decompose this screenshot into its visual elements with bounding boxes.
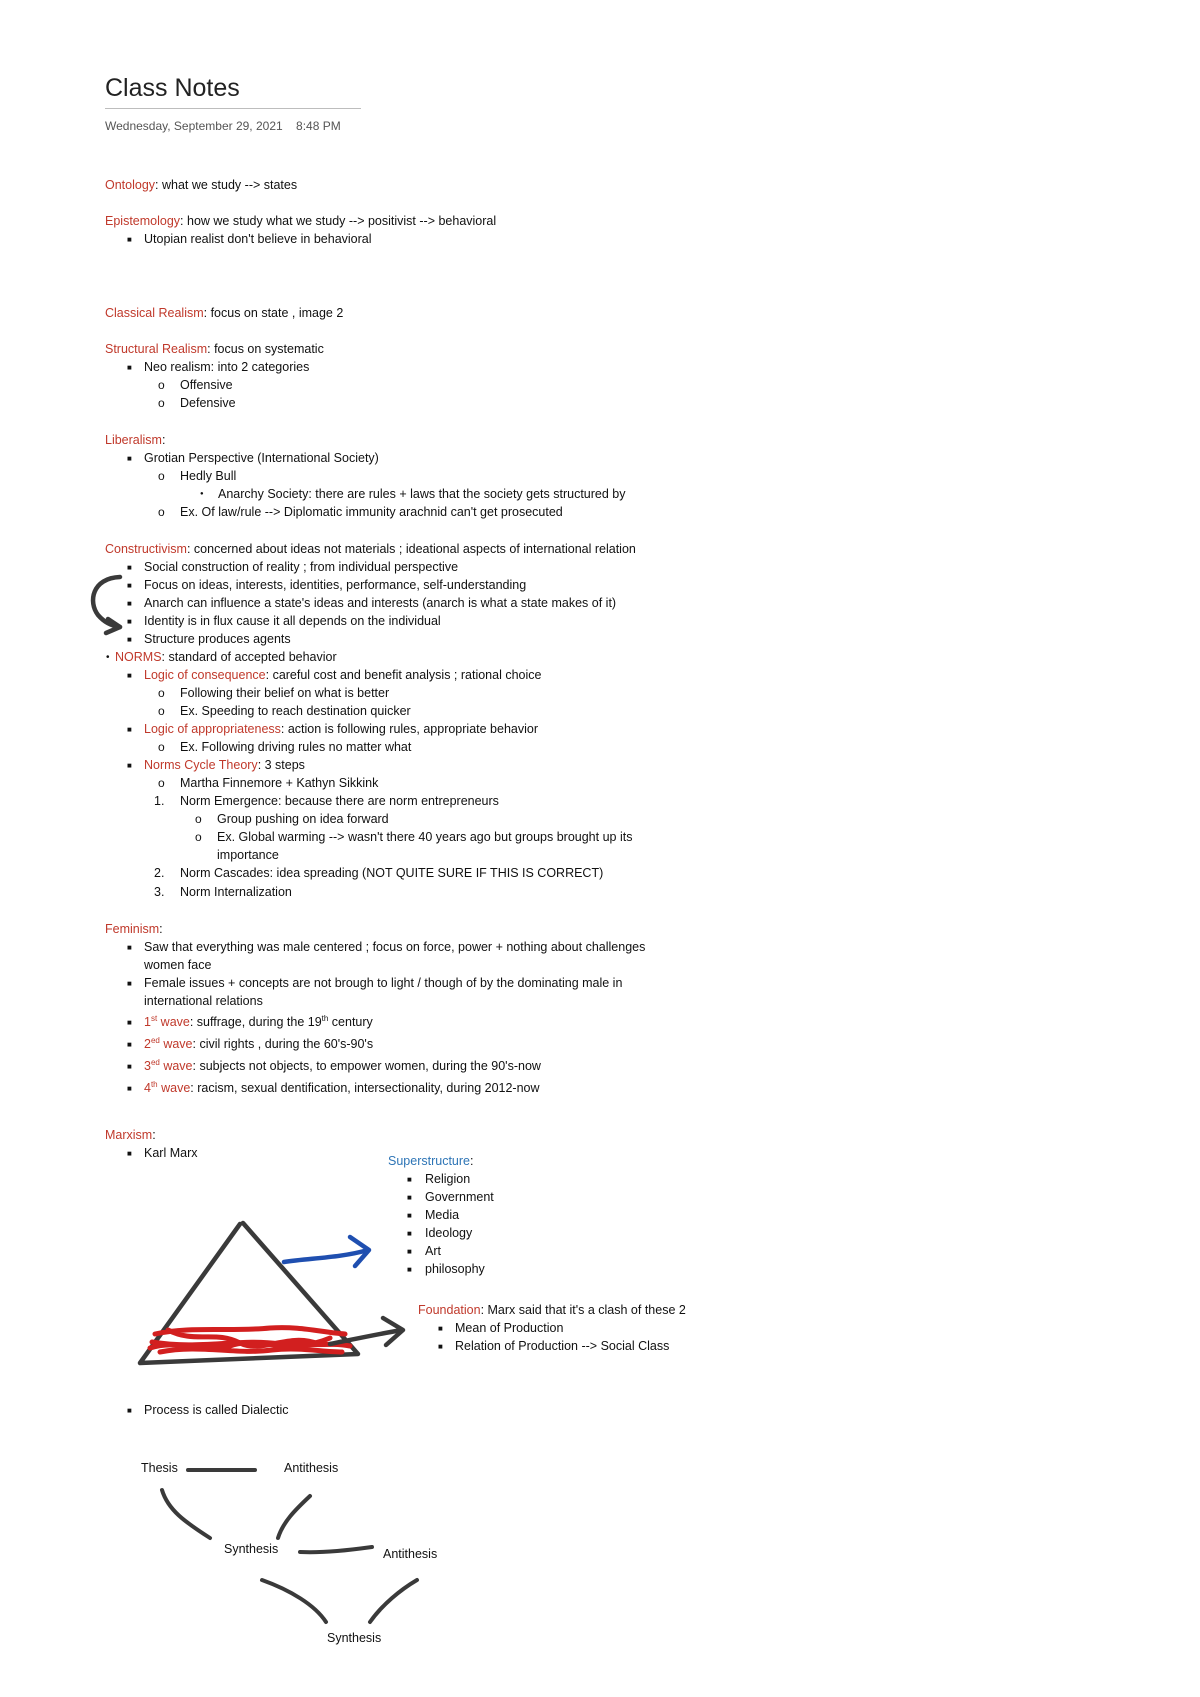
marxism-text: : [152, 1128, 156, 1142]
list-item: philosophy [425, 1262, 485, 1276]
list-item: Martha Finnemore + Kathyn Sikkink [180, 776, 379, 790]
bullet-marker: ■ [127, 1406, 132, 1415]
list-item: Neo realism: into 2 categories [144, 360, 310, 374]
bullet-marker: ■ [127, 599, 132, 608]
ontology-term: Ontology [105, 178, 156, 192]
list-item: Hedly Bull [180, 469, 237, 483]
diagram-synthesis-label: Synthesis [327, 1631, 382, 1645]
list-item: Ex. Following driving rules no matter what [180, 740, 412, 754]
wave-ordinal: st [150, 1013, 158, 1023]
bullet-marker: ■ [438, 1324, 443, 1333]
bullet-marker: ■ [127, 581, 132, 590]
sub-bullet-marker: o [158, 686, 165, 700]
norms-bullet-marker: • [106, 652, 110, 663]
epistemology-term: Epistemology [105, 214, 181, 228]
list-item: Anarch can influence a state's ideas and interests (anarch is what a state makes of it) [144, 596, 617, 610]
sub-bullet-marker: o [158, 776, 165, 790]
list-item: Female issues + concepts are not brough to light / though of by the dominating male in [144, 976, 623, 990]
logic-consequence-text: : careful cost and benefit analysis ; rational choice [265, 668, 542, 682]
marxism-term: Marxism [105, 1128, 153, 1142]
wave-number: 1 [144, 1015, 151, 1029]
sub-bullet-marker: o [158, 378, 165, 392]
diagram-thesis-label: Thesis [141, 1461, 178, 1475]
sub-bullet-marker: o [158, 740, 165, 754]
page-date: Wednesday, September 29, 2021 [105, 119, 283, 133]
structural-realism-text: : focus on systematic [207, 342, 324, 356]
feminism-text: : [159, 922, 163, 936]
ontology-text: : what we study --> states [155, 178, 298, 192]
list-item: Structure produces agents [144, 632, 291, 646]
step-number: 2. [154, 866, 165, 880]
list-item: Norm Emergence: because there are norm entrepreneurs [180, 794, 499, 808]
bullet-marker: ■ [127, 1084, 132, 1093]
diagram-antithesis-label: Antithesis [383, 1547, 438, 1561]
wave-label: wave [157, 1015, 190, 1029]
bullet-marker: ■ [407, 1247, 412, 1256]
superstructure-arrow-ink [284, 1250, 368, 1262]
foundation-term: Foundation [418, 1303, 481, 1317]
list-item: Utopian realist don't believe in behavioral [144, 232, 372, 246]
superstructure-term: Superstructure [388, 1154, 470, 1168]
epistemology-text: : how we study what we study --> positivist --> behavioral [180, 214, 497, 228]
list-item: Focus on ideas, interests, identities, performance, self-understanding [144, 578, 527, 592]
bullet-marker: ■ [127, 454, 132, 463]
sub-bullet-marker: o [158, 505, 165, 519]
structural-realism-term: Structural Realism [105, 342, 208, 356]
bullet-marker: ■ [127, 979, 132, 988]
classical-realism-text: : focus on state , image 2 [203, 306, 344, 320]
bullet-marker: ■ [438, 1342, 443, 1351]
wave-ordinal: ed [150, 1057, 160, 1067]
list-item: Grotian Perspective (International Society) [144, 451, 379, 465]
list-item: Religion [425, 1172, 471, 1186]
sub-bullet-marker: o [158, 396, 165, 410]
bullet-marker: ■ [127, 363, 132, 372]
bullet-marker: ■ [127, 725, 132, 734]
bullet-marker: ■ [127, 617, 132, 626]
bullet-marker: ■ [127, 1062, 132, 1071]
norms-cycle-text: : 3 steps [257, 758, 305, 772]
logic-appropriateness-text: : action is following rules, appropriate behavior [280, 722, 538, 736]
bullet-marker: ■ [407, 1211, 412, 1220]
feminism-term: Feminism [105, 922, 160, 936]
superstructure-text: : [469, 1154, 474, 1168]
bullet-marker: ■ [407, 1265, 412, 1274]
wave-label: wave [159, 1059, 193, 1073]
wave-label: wave [157, 1081, 191, 1095]
wave-century-ordinal: th [321, 1013, 329, 1023]
synthesis-down-right-line-ink [370, 1580, 417, 1622]
sub-sub-bullet-marker: ● [200, 491, 204, 497]
bullet-marker: ■ [127, 1040, 132, 1049]
wave-text: : civil rights , during the 60's-90's [192, 1037, 374, 1051]
synthesis-down-left-line-ink [262, 1580, 326, 1622]
list-item: Ex. Global warming --> wasn't there 40 years ago but groups brought up its [217, 830, 633, 844]
bullet-marker: ■ [127, 1018, 132, 1027]
sub-bullet-marker: o [195, 830, 202, 844]
list-item-continued: women face [144, 958, 212, 972]
liberalism-text: : [161, 433, 166, 447]
logic-appropriateness-term: Logic of appropriateness [144, 722, 281, 736]
bullet-marker: ■ [127, 761, 132, 770]
list-item: Ex. Of law/rule --> Diplomatic immunity arachnid can't get prosecuted [180, 505, 563, 519]
synthesis-antithesis-line-ink [300, 1547, 372, 1552]
classical-realism-term: Classical Realism [105, 306, 204, 320]
bullet-marker: ■ [127, 563, 132, 572]
wave-ordinal: th [150, 1079, 158, 1089]
thesis-synthesis-line-ink [162, 1490, 210, 1538]
sub-bullet-marker: o [158, 704, 165, 718]
list-item: Process is called Dialectic [144, 1403, 289, 1417]
list-item: Karl Marx [144, 1146, 198, 1160]
step-number: 3. [154, 885, 165, 899]
page-title: Class Notes [105, 74, 240, 102]
list-item: Norm Internalization [180, 885, 292, 899]
list-item: Ex. Speeding to reach destination quicker [180, 704, 411, 718]
wave-number: 4 [144, 1081, 151, 1095]
wave-number: 2 [144, 1037, 151, 1051]
foundation-text: : Marx said that it's a clash of these 2 [480, 1303, 686, 1317]
list-item: Offensive [180, 378, 233, 392]
constructivism-term: Constructivism [105, 542, 187, 556]
list-item: Social construction of reality ; from individual perspective [144, 560, 459, 574]
wave-text: : racism, sexual dentification, intersectionality, during 2012-now [190, 1081, 540, 1095]
wave-text: : subjects not objects, to empower women, during the 90's-now [192, 1059, 541, 1073]
list-item: Norm Cascades: idea spreading (NOT QUITE SURE IF THIS IS CORRECT) [180, 866, 604, 880]
list-item: Government [425, 1190, 494, 1204]
bullet-marker: ■ [127, 943, 132, 952]
list-item: Art [425, 1244, 441, 1258]
list-item-continued: international relations [144, 994, 263, 1008]
list-item: Following their belief on what is better [180, 686, 390, 700]
wave-label: wave [159, 1037, 193, 1051]
list-item: Ideology [425, 1226, 473, 1240]
wave-number: 3 [144, 1059, 151, 1073]
step-number: 1. [154, 794, 165, 808]
sub-bullet-marker: o [158, 469, 165, 483]
list-item-continued: importance [217, 848, 279, 862]
wave-text: : suffrage, during the 19 [189, 1015, 322, 1029]
wave-text-end: century [328, 1015, 373, 1029]
sub-bullet-marker: o [195, 812, 202, 826]
constructivism-text: : concerned about ideas not materials ; ideational aspects of international relation [186, 542, 636, 556]
bullet-marker: ■ [127, 635, 132, 644]
list-item: Group pushing on idea forward [217, 812, 389, 826]
logic-consequence-term: Logic of consequence [144, 668, 266, 682]
norms-term: NORMS [115, 650, 162, 664]
wave-ordinal: ed [150, 1035, 160, 1045]
pyramid-base-scribble-ink [150, 1328, 350, 1352]
bullet-marker: ■ [127, 1149, 132, 1158]
bullet-marker: ■ [407, 1175, 412, 1184]
antithesis-synthesis-line-ink [278, 1496, 310, 1538]
diagram-synthesis-label: Synthesis [224, 1542, 279, 1556]
page-time: 8:48 PM [296, 119, 341, 133]
bullet-marker: ■ [407, 1193, 412, 1202]
bullet-marker: ■ [127, 235, 132, 244]
list-item: Defensive [180, 396, 236, 410]
diagram-antithesis-label: Antithesis [284, 1461, 339, 1475]
bullet-marker: ■ [127, 671, 132, 680]
bullet-marker: ■ [407, 1229, 412, 1238]
list-item: Identity is in flux cause it all depends on the individual [144, 614, 441, 628]
list-item: Mean of Production [455, 1321, 564, 1335]
norms-text: : standard of accepted behavior [161, 650, 337, 664]
list-item: Relation of Production --> Social Class [455, 1339, 670, 1353]
list-item: Saw that everything was male centered ; focus on force, power + nothing about challenges [144, 940, 646, 954]
list-item: Anarchy Society: there are rules + laws that the society gets structured by [218, 487, 626, 501]
liberalism-term: Liberalism [105, 433, 162, 447]
list-item: Media [425, 1208, 460, 1222]
norms-cycle-term: Norms Cycle Theory [144, 758, 258, 772]
